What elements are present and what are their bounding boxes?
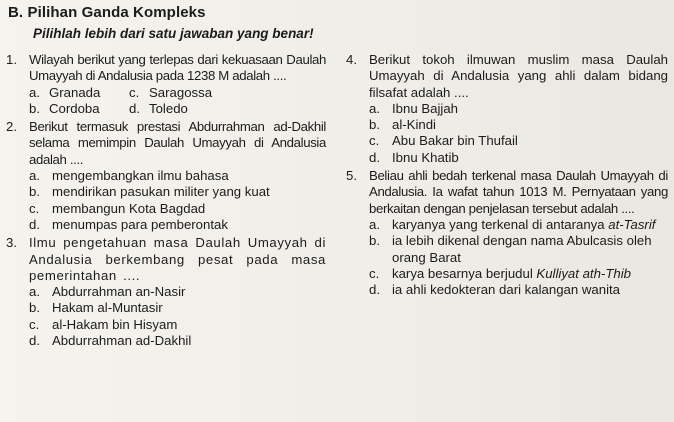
option-a[interactable]: a. Granada (29, 84, 101, 100)
question-4 (346, 52, 668, 166)
option-a[interactable]: a. karyanya yang terkenal di antaranya at-Tasrif (369, 216, 656, 232)
option-b[interactable]: b. ia lebih dikenal dengan nama Abulcasis oleh orang Barat (369, 233, 652, 265)
question-stem: Beliau ahli bedah terkenal masa Daulah Umayyah di Andalusia. Ia wafat tahun 1013 M. Pernyataan yang berkaitan dengan penjelasan tersebut adalah .... (369, 168, 668, 216)
question-number: 4. (346, 52, 357, 67)
options (29, 85, 326, 118)
section-instruction: Pilihlah lebih dari satu jawaban yang benar! (33, 26, 314, 41)
option-b[interactable]: b. mendirikan pasukan militer yang kuat (29, 184, 270, 200)
question-3 (6, 235, 326, 349)
right-column (346, 52, 668, 298)
options (29, 284, 326, 349)
question-5 (346, 168, 668, 298)
option-c[interactable]: c. Saragossa (129, 84, 213, 100)
option-a[interactable]: a. mengembangkan ilmu bahasa (29, 168, 229, 184)
question-number: 2. (6, 119, 17, 135)
option-b[interactable]: b. Hakam al-Muntasir (29, 300, 163, 316)
question-2 (6, 119, 326, 233)
section-title: B. Pilihan Ganda Kompleks (8, 4, 206, 21)
book-title: at-Tasrif (608, 216, 656, 232)
option-b[interactable]: b. Cordoba (29, 100, 100, 116)
option-c[interactable]: c. karya besarnya berjudul Kulliyat ath-Thib (369, 265, 631, 281)
question-1 (6, 52, 326, 117)
options (29, 168, 326, 233)
option-a[interactable]: a. Abdurrahman an-Nasir (29, 284, 186, 300)
question-stem: Wilayah berikut yang terlepas dari kekuasaan Daulah Umayyah di Andalusia pada 1238 M adalah .... (29, 52, 326, 84)
options (369, 217, 668, 298)
option-d[interactable]: d. Ibnu Khatib (369, 149, 459, 165)
option-d[interactable]: d. menumpas para pemberontak (29, 216, 228, 232)
question-stem: Berikut tokoh ilmuwan muslim masa Daulah Umayyah di Andalusia yang ahli dalam bidang filsafat adalah .... (369, 52, 668, 100)
question-number: 5. (346, 168, 357, 184)
left-column (6, 52, 326, 349)
option-c[interactable]: c. al-Hakam bin Hisyam (29, 316, 178, 332)
option-c[interactable]: c. membangun Kota Bagdad (29, 200, 206, 216)
question-stem: Berikut termasuk prestasi Abdurrahman ad-Dakhil selama memimpin Daulah Umayyah di Andalusia adalah .... (29, 119, 326, 167)
question-number: 3. (6, 235, 17, 251)
option-c[interactable]: c. Abu Bakar bin Thufail (369, 133, 518, 149)
book-title: Kulliyat ath-Thib (536, 265, 631, 281)
options (369, 101, 668, 166)
question-stem: Ilmu pengetahuan masa Daulah Umayyah di Andalusia berkembang pesat pada masa pemerintahan .... (29, 235, 326, 283)
option-a[interactable]: a. Ibnu Bajjah (369, 100, 458, 116)
option-b[interactable]: b. al-Kindi (369, 117, 436, 133)
option-d[interactable]: d. Abdurrahman ad-Dakhil (29, 333, 192, 349)
question-number: 1. (6, 52, 17, 67)
option-d[interactable]: d. ia ahli kedokteran dari kalangan wanita (369, 282, 620, 298)
option-d[interactable]: d. Toledo (129, 100, 188, 116)
